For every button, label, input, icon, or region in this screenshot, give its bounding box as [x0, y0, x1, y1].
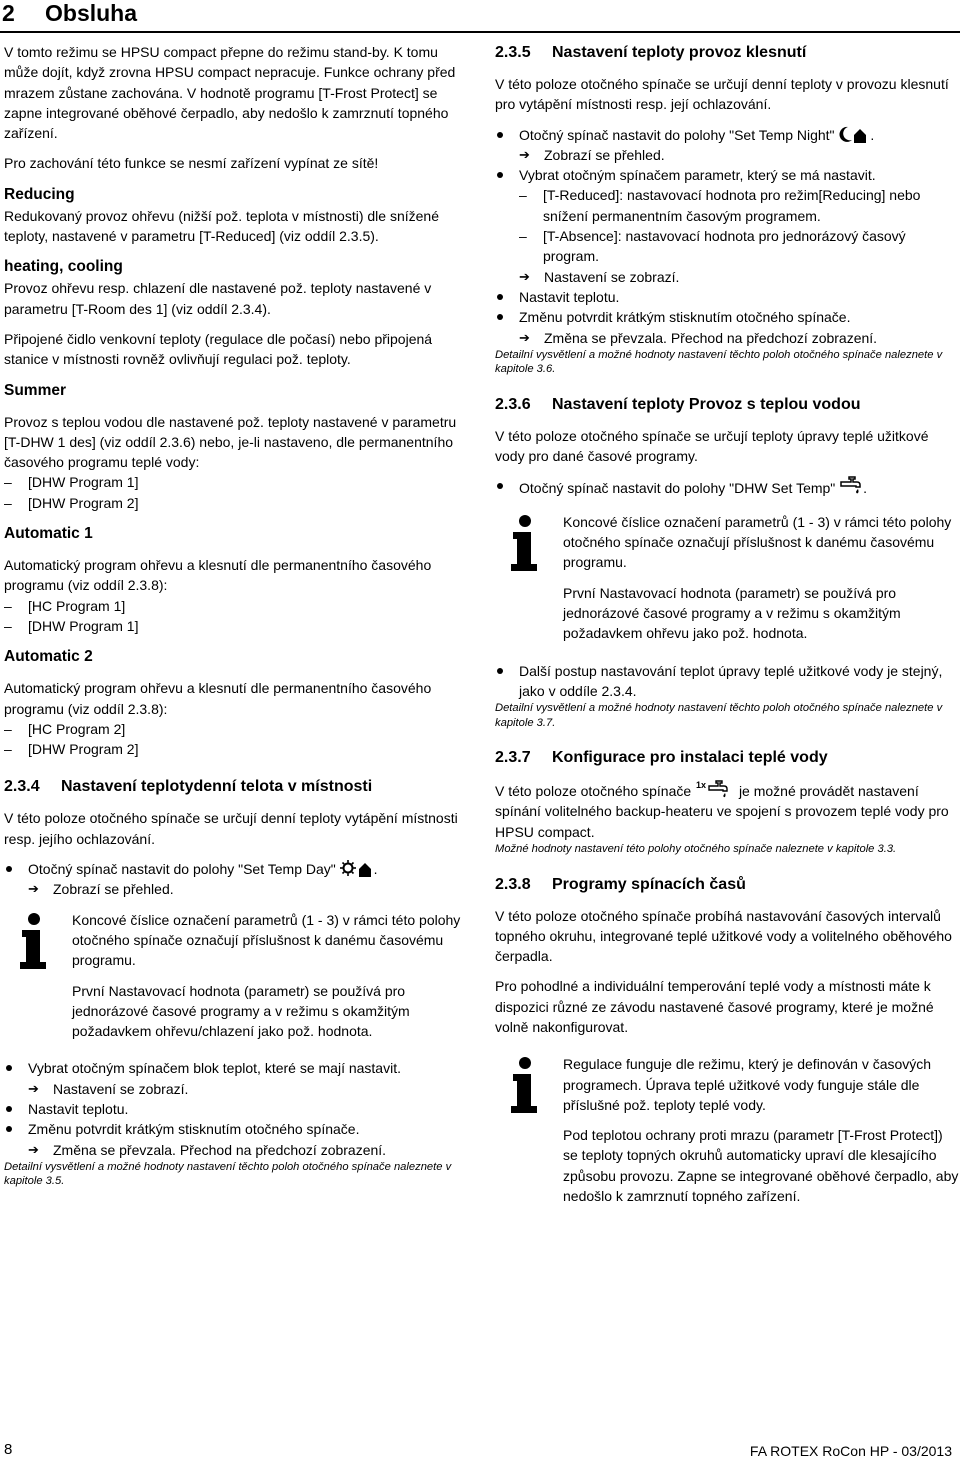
arrow-right-icon: ➔ [519, 268, 530, 284]
info-paragraph: Koncové číslice označení parametrů (1 - 3) v rámci této polohy otočného spínače označují příslušnost k danému časovému programu. [563, 513, 952, 571]
list-item: Nastavit teplotu. [495, 287, 960, 307]
paragraph: Pro zachování této funkce se nesmí zařízení vypínat ze sítě! [4, 155, 379, 172]
list-item: Změnu potvrdit krátkým stisknutím otočného spínače. [4, 1119, 470, 1139]
page-header [0, 0, 960, 32]
paragraph: Automatický program ohřevu a klesnutí dle permanentního časového programu (viz oddíl 2.3.8): [4, 557, 432, 594]
list-item: – [DHW Program 1] [4, 474, 139, 491]
info-paragraph: Pod teplotou ochrany proti mrazu (parametr [T-Frost Protect]) se teploty topných okruhů automaticky upraví dle klesajícího způsobu provozu. Zapne se integrované oběhové čerpadlo, aby nedošlo k zamrznutí topného zařízení. [563, 1127, 959, 1205]
list-item: Další postup nastavování teplot úpravy teplé užitkové vody je stejný, jako v oddíle 2.3.4. [495, 661, 960, 702]
paragraph: V této poloze otočného spínače probíhá nastavování časových intervalů topného okruhu, integrované teplé užitkové vody a volitelného oběhového čerpadla. [495, 907, 952, 965]
info-paragraph: První Nastavovací hodnota (parametr) se používá pro jednorázové časové programy a v režimu s okamžitým požadavkem ohřevu jako pož. hodnota. [563, 584, 901, 642]
list-item: Vybrat otočným spínačem blok teplot, které se mají nastavit. [4, 1058, 470, 1078]
list-item: Nastavit teplotu. [4, 1099, 470, 1119]
info-box [495, 512, 960, 644]
svg-text:1x: 1x [696, 780, 707, 791]
arrow-right-icon: ➔ [519, 146, 530, 162]
paragraph: V této poloze otočného spínače se určují teploty úpravy teplé užitkové vody pro dané časové programy. [495, 427, 929, 465]
header-divider [0, 31, 960, 33]
moon-house-icon [838, 126, 870, 143]
result-item: ➔ Zobrazí se přehled. [495, 145, 960, 165]
section-heading-2-3-7: 2.3.7 Konfigurace pro instalaci teplé vody [495, 749, 828, 767]
paragraph: V této poloze otočného spínače se určují denní teploty vytápění místnosti resp. jejího ochlazování. [4, 810, 458, 847]
reference-note: Detailní vysvětlení a možné hodnoty nastavení těchto poloh otočného spínače naleznete v kapitole 3.7. [495, 702, 943, 729]
sun-house-icon [340, 860, 374, 877]
mode-title-reducing: Reducing [4, 185, 75, 203]
chapter-number: 2 [2, 0, 15, 26]
result-item: ➔ Změna se převzala. Přechod na předchozí zobrazení. [495, 328, 960, 348]
info-paragraph: Koncové číslice označení parametrů (1 - 3) v rámci této polohy otočného spínače označují příslušnost k danému časovému programu. [72, 911, 461, 969]
arrow-right-icon: ➔ [519, 329, 530, 345]
info-i-icon [505, 514, 545, 572]
list-item: – [DHW Program 2] [4, 741, 139, 758]
info-i-icon [505, 1056, 545, 1114]
list-item: – [HC Program 1] [4, 597, 126, 614]
chapter-title: Obsluha [45, 0, 138, 26]
list-item: Otočný spínač nastavit do polohy "Set Temp Day" . [4, 859, 470, 879]
paragraph: Provoz ohřevu resp. chlazení dle nastavené pož. teploty nastavené v parametru [T-Room des 1] (viz oddíl 2.3.4). [4, 280, 432, 317]
reference-note: Možné hodnoty nastavení této polohy otočného spínače naleznete v kapitole 3.3. [495, 843, 897, 856]
info-box [495, 1054, 960, 1206]
reference-note: Detailní vysvětlení a možné hodnoty nastavení těchto poloh otočného spínače naleznete v kapitole 3.5. [4, 1160, 452, 1188]
list-item: – [T-Absence]: nastavovací hodnota pro jednorázový časový program. [519, 228, 906, 265]
paragraph: Provoz s teplou vodou dle nastavené pož. teploty nastavené v parametru [T-DHW 1 des] (viz oddíl 2.3.6) nebo, je-li nastaveno, dle permanentního časového programu teplé vody: [4, 413, 457, 471]
document-reference: FA ROTEX RoCon HP - 03/2013 [749, 1443, 952, 1459]
result-item: ➔ Nastavení se zobrazí. [495, 267, 960, 287]
paragraph: Připojené čidlo venkovní teploty (regulace dle počasí) nebo připojená stanice v místnosti rovněž ovlivňují regulaci pož. teploty. [4, 330, 433, 368]
info-box [4, 910, 470, 1042]
info-i-icon [14, 912, 54, 970]
mode-title-summer: Summer [4, 381, 67, 399]
list-item: – [DHW Program 2] [4, 494, 139, 511]
list-item: Změnu potvrdit krátkým stisknutím otočného spínače. [495, 307, 960, 327]
list-item: Vybrat otočným spínačem parametr, který se má nastavit. [495, 165, 960, 185]
paragraph: V této poloze otočného spínače 1x je možné provádět nastavení spínání volitelného backup-heateru ve spojení s provozem teplé vody pro HPSU compact. [495, 780, 949, 840]
info-paragraph: Regulace funguje dle režimu, který je definován v časových programech. Úprava teplé užitkové vody funguje stále dle příslušné pož. teploty teplé vody. [563, 1056, 932, 1113]
paragraph: V této poloze otočného spínače se určují denní teploty v provozu klesnutí pro vytápění místnosti resp. její ochlazování. [495, 76, 949, 113]
section-heading-2-3-5: 2.3.5 Nastavení teploty provoz klesnutí [495, 44, 807, 61]
paragraph: Automatický program ohřevu a klesnutí dle permanentního časového programu (viz oddíl 2.3.8): [4, 680, 432, 717]
arrow-right-icon: ➔ [28, 1080, 39, 1096]
info-paragraph: První Nastavovací hodnota (parametr) se používá pro jednorázové časové programy a v režimu s okamžitým požadavkem ohřevu/chlazení jako pož. hodnota. [72, 982, 410, 1040]
paragraph: Redukovaný provoz ohřevu (nižší pož. teplota v místnosti) dle snížené teploty, nastavené v parametru [T-Reduced] (viz oddíl 2.3.5). [4, 207, 439, 245]
list-item: – [DHW Program 1] [4, 617, 139, 634]
right-column [495, 42, 960, 1206]
section-heading-2-3-4: 2.3.4 Nastavení teplotydenní telota v místnosti [4, 778, 373, 796]
list-item: – [HC Program 2] [4, 720, 126, 737]
left-column [4, 42, 470, 1189]
tap-water-icon [839, 476, 863, 496]
section-heading-2-3-8: 2.3.8 Programy spínacích časů [495, 875, 746, 893]
page-number: 8 [4, 1441, 13, 1458]
section-heading-2-3-6: 2.3.6 Nastavení teploty Provoz s teplou vodou [495, 395, 861, 413]
result-item: ➔ Zobrazí se přehled. [4, 879, 470, 899]
mode-title-automatic-2: Automatic 2 [4, 648, 93, 666]
list-item: Otočný spínač nastavit do polohy "Set Temp Night" . [495, 125, 960, 145]
result-item: ➔ Změna se převzala. Přechod na předchozí zobrazení. [4, 1140, 470, 1160]
paragraph: Pro pohodlné a individuální temperování teplé vody a místnosti máte k dispozici různé ze závodu nastavené časové programy, které je možné volně nakonfigurovat. [495, 978, 934, 1035]
result-item: ➔ Nastavení se zobrazí. [4, 1079, 470, 1099]
list-item: – [T-Reduced]: nastavovací hodnota pro režim[Reducing] nebo snížení permanentním časovým programem. [519, 187, 921, 224]
arrow-right-icon: ➔ [28, 1141, 39, 1157]
reference-note: Detailní vysvětlení a možné hodnoty nastavení těchto poloh otočného spínače naleznete v kapitole 3.6. [495, 348, 943, 376]
mode-title-automatic-1: Automatic 1 [4, 525, 93, 543]
paragraph: V tomto režimu se HPSU compact přepne do režimu stand-by. K tomu může dojít, když zrovna HPSU compact nepracuje. Funkce ochrany před mrazem zůstane zachována. V hodnotě programu [T-Frost Protect] se zapne integrované oběhové čerpadlo, aby nedošlo k zamrznutí topného zařízení. [4, 44, 456, 142]
list-item: Otočný spínač nastavit do polohy "DHW Set Temp" . [495, 476, 960, 498]
arrow-right-icon: ➔ [28, 881, 39, 897]
dhw-config-icon [695, 779, 735, 799]
mode-title-heating: heating, cooling [4, 258, 123, 276]
